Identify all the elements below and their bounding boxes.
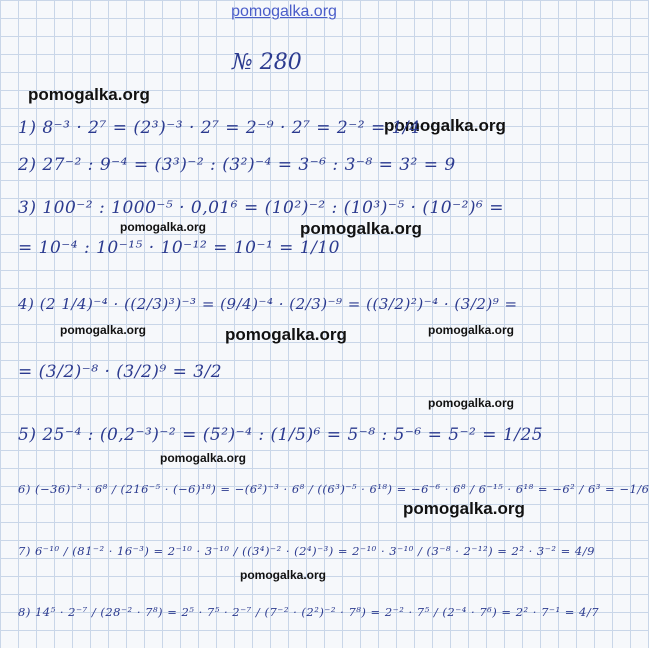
- item-4: [18, 295, 518, 313]
- item-7: [18, 544, 595, 558]
- item-line: 25⁻⁴ : (0,2⁻³)⁻² = (5²)⁻⁴ : (1/5)⁶ = 5⁻⁸ : 5⁻⁶ = 5⁻² = 1/25: [42, 425, 544, 445]
- item-label: 4): [18, 295, 35, 313]
- item-3: [18, 198, 504, 218]
- watermark-9: pomogalka.org: [160, 451, 247, 465]
- watermark-7: pomogalka.org: [428, 323, 515, 337]
- item-line: 14⁵ · 2⁻⁷ / (28⁻² · 7⁸) = 2⁵ · 7⁵ · 2⁻⁷ / (7⁻² · (2²)⁻² · 7⁸) = 2⁻² · 7⁵ / (2⁻⁴ · 7⁶) = 2² · 7⁻¹ = 4/7: [34, 605, 600, 619]
- watermark-2: pomogalka.org: [384, 116, 506, 135]
- watermark-5: pomogalka.org: [60, 323, 147, 337]
- item-line: 100⁻² : 1000⁻⁵ · 0,01⁶ = (10²)⁻² : (10³)⁻⁵ · (10⁻²)⁶ =: [42, 198, 505, 218]
- item-5: [18, 425, 543, 445]
- watermark-4: pomogalka.org: [300, 219, 422, 238]
- item-4-line-2: [18, 362, 222, 382]
- watermark-1: pomogalka.org: [28, 85, 150, 104]
- site-header-link[interactable]: pomogalka.org: [231, 3, 337, 20]
- problem-title: № 280: [232, 50, 302, 75]
- item-label: 3): [18, 198, 37, 218]
- item-line: (−36)⁻³ · 6⁸ / (216⁻⁵ · (−6)¹⁸) = −(6²)⁻³ · 6⁸ / ((6³)⁻⁵ · 6¹⁸) = −6⁻⁶ · 6⁸ / 6⁻¹⁵ · 6¹⁸ = −6² / 6³ = −1/6: [34, 482, 649, 496]
- watermark-11: pomogalka.org: [240, 568, 327, 582]
- item-2: [18, 155, 456, 175]
- item-3-line-2: [18, 238, 340, 258]
- item-line: = 10⁻⁴ : 10⁻¹⁵ · 10⁻¹² = 10⁻¹ = 1/10: [18, 238, 340, 258]
- item-label: 2): [18, 155, 37, 175]
- item-label: 7): [18, 544, 31, 558]
- item-line: 6⁻¹⁰ / (81⁻² · 16⁻³) = 2⁻¹⁰ · 3⁻¹⁰ / ((3⁴)⁻² · (2⁴)⁻³) = 2⁻¹⁰ · 3⁻¹⁰ / (3⁻⁸ · 2⁻¹²) = 2² · 3⁻² = 4/9: [34, 544, 595, 558]
- item-label: 8): [18, 605, 31, 619]
- item-line: 27⁻² : 9⁻⁴ = (3³)⁻² : (3²)⁻⁴ = 3⁻⁶ : 3⁻⁸ = 3² = 9: [42, 155, 456, 175]
- watermark-8: pomogalka.org: [428, 396, 515, 410]
- item-line: 8⁻³ · 2⁷ = (2³)⁻³ · 2⁷ = 2⁻⁹ · 2⁷ = 2⁻² = 1/4: [42, 118, 421, 138]
- item-1: [18, 118, 420, 138]
- item-line: (2 1/4)⁻⁴ · ((2/3)³)⁻³ = (9/4)⁻⁴ · (2/3)⁻⁹ = ((3/2)²)⁻⁴ · (3/2)⁹ =: [39, 295, 518, 313]
- item-label: 1): [18, 118, 37, 138]
- item-label: 5): [18, 425, 37, 445]
- watermark-10: pomogalka.org: [403, 499, 525, 518]
- item-line: = (3/2)⁻⁸ · (3/2)⁹ = 3/2: [18, 362, 223, 382]
- item-8: [18, 605, 599, 619]
- item-label: 6): [18, 482, 31, 496]
- watermark-6: pomogalka.org: [225, 325, 347, 344]
- item-6: [18, 482, 649, 496]
- watermark-3: pomogalka.org: [120, 220, 207, 234]
